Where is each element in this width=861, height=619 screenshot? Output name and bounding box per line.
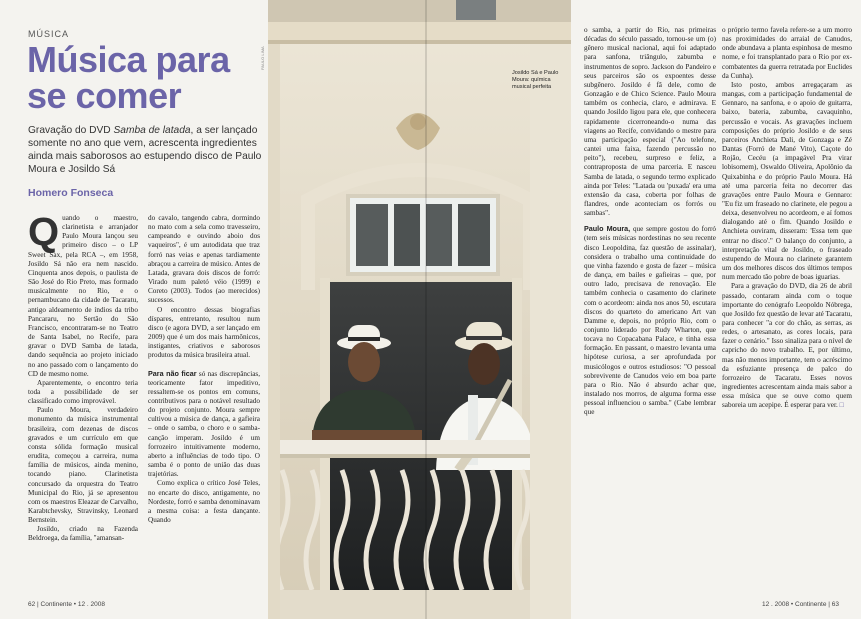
article-title xyxy=(27,39,267,116)
left-page xyxy=(0,0,268,619)
subhead: Paulo Moura, xyxy=(584,224,631,234)
subhead-text: que sempre gostou do forró (tem seis músicas nordestinas no seu recente disco Leopoldina, faz questão de assinalar), considera o trabalho uma continuidade do que vinha fazendo e gosta de fazer – música de dança, em bailes e gafieiras – que, por outro lado, precisava de renovação. Ele também conhecia o casamento do clarinete com o acordeom: ainda nos anos 50, escutara discos do quarteto do americano Art van Damme e, depois, no próprio Rio, com o conjunto liderado por Rudy Wharton, que tocava no Copacabana Palace, e tinha essa formação. En passant, o maestro levanta uma hipótese curiosa, a ser aprofundada por musicólogos e outros estudiosos: "O pessoal sobrevivente de Canudos veio em boa parte para o Rio. Não é absurdo achar que, instalado nos morros, de alguma forma esse pessoal influenciou o samba." (Cabe lembrar que xyxy=(584,225,716,417)
paragraph: Josildo, criado na Fazenda Beldroega, da família, "amansan- xyxy=(28,525,138,543)
paragraph: do cavalo, tangendo cabra, dormindo no mato com a sela como travesseiro, campeando e ouvindo aboio dos vaqueiros", é um autodidata que traz forró nas veias e apenas tardiamente abraçou a carreira de músico. Antes de Latada, gravara dois discos de forró: Virado num paletó véio (1999) e Coreto (2003). Todos (ao merecidos) sucessos. xyxy=(148,214,260,305)
subhead: Para não ficar xyxy=(148,368,197,378)
subhead-paragraph xyxy=(584,224,716,417)
photo-credit: PAULO LIMA xyxy=(260,46,265,70)
title-line-2: se comer xyxy=(27,75,182,116)
article-photo xyxy=(268,0,571,619)
paragraph xyxy=(722,282,852,410)
left-page-footer: 62 | Continente • 12 . 2008 xyxy=(28,601,105,608)
paragraph: o próprio termo favela refere-se a um morro nas proximidades do arraial de Canudos, onde abundava a planta espinhosa de mesmo nome, e foi transplantado para o Rio por ex-combatentes da guerra retratada por Euclides da Cunha). xyxy=(722,26,852,80)
section-label: MÚSICA xyxy=(28,29,70,39)
text-column-3 xyxy=(584,26,716,598)
paragraph: Aparentemente, o encontro teria toda a possibilidade de ser classificado como improvável. xyxy=(28,378,138,406)
author-byline: Homero Fonseca xyxy=(28,187,114,199)
paragraph-text: Para a gravação do DVD, dia 26 de abril passado, contaram ainda com o toque importante do cenógrafo Leopoldo Nóbrega, que Josildo fez questão de levar até Tacaratu, para conhecer "a cor do chão, as serras, as redes, o artesanato, as cores locais, para fazer o cenário." Isso sinaliza para o nível de capricho do novo trabalho. E, por último, mas não menos importante, tem o acréscimo da esfuziante presença de palco do forrozeiro de Tacaratu. Esses novos ingredientes acrescentam ainda mais sabor a essa música que se ouve como quem saboreia um acepipe. É esperar para ver. xyxy=(722,282,852,410)
photo-illustration xyxy=(268,0,571,619)
paragraph: uando o maestro, clarinetista e arranjador Paulo Moura lançou seu primeiro disco – o LP Sweet Sax, pela RCA –, em 1958, Josildo Sá não era nem nascido. Cinquenta anos depois, o paulista de São José do Rio Preto, mas formado musicalmente no Rio, e o pernambucano da cidade de Tacaratu, antigo aldeamento de índios da tribo Pancararu, no Sertão do São Francisco, encontraram-se no Teatro de Santa Isabel, no Recife, para gravar o DVD Samba de latada, dando sequência ao projeto iniciado no ano passado com o lançamento do CD de mesmo nome. xyxy=(28,214,138,378)
text-column-2 xyxy=(148,214,260,590)
lead-text-1: Gravação do DVD xyxy=(28,125,114,136)
photo-caption: Josildo Sá e Paulo Moura: química musical perfeita xyxy=(512,70,559,90)
paragraph: Isto posto, ambos arregaçaram as mangas, com a participação fundamental de Gennaro, na sanfona, e o apoio de guitarra, baixo, bateria, zabumba, cavaquinho, percussão e vocais. As gravações incluem composições do próprio Josildo e de seus parceiros Anchieta Dali, de Gonzaga e Zé Dantas (Forró de Mané Vito), Caçote do Rojão, Cecéu (a impagável Pra virar lobisomem), Oswaldo Oliveira, Apolônio da Quixabinha e do próprio Paulo Moura. Há até uma parceria feita no decorrer das gravações entre Paulo Moura e Gennaro: "Eu fiz um fraseado no clarinete, ele pegou a deixa, desenvolveu no acordeom, e aí fomos dialogando até o fim. Quando Josildo e Anchieta ouviram, disseram: 'Essa tem que entrar no disco'." O balanço do conjunto, a interpretação vital de Josildo, o fraseado estupendo de Moura no clarinete garantem um dos melhores discos dos últimos tempos num mercado tão pobre de boas iguarias. xyxy=(722,80,852,282)
paragraph: O encontro dessas biografias díspares, entretanto, resultou num disco (e agora DVD, a ser lançado em 2009) que é um dos mais harmônicos, instigantes, criativos e saborosos produtos da música brasileira atual. xyxy=(148,305,260,360)
text-column-1 xyxy=(28,210,138,590)
paragraph: Paulo Moura, verdadeiro monumento da música instrumental brasileira, com dezenas de discos gravados e um currículo em que consta sólida formação musical erudita, começou a carreira, numa família de músicos, ainda menino, tocando piano. Clarinetista concursado da orquestra do Teatro Municipal do Rio, já se apresentou com os maestros Eleazar de Carvalho, Karabtchevsky, Stravinsky, Leonard Bernstein. xyxy=(28,406,138,525)
right-page-footer: 12 . 2008 • Continente | 63 xyxy=(762,601,839,608)
paragraph: Como explica o crítico José Teles, no encarte do disco, antigamente, no Nordeste, forró e samba denominavam a mesma coisa: a festa dançante. Quando xyxy=(148,479,260,524)
lead-text-2: , a ser lançado somente no ano que vem, acrescenta ingredientes ainda mais saborosos ao estupendo disco de Paulo Moura e Josildo Sá xyxy=(28,125,262,175)
lead-italic: Samba de latada xyxy=(113,125,191,136)
title-line-1: Música para xyxy=(27,39,230,80)
subhead-paragraph xyxy=(148,369,260,480)
spread-gutter xyxy=(425,0,427,619)
article-lead xyxy=(28,124,262,176)
text-column-4 xyxy=(722,26,852,598)
subhead-text: só nas discrepâncias, teoricamente fator impeditivo, ressaltem-se os pontos em comuns, contributivos para o notável resultado do projeto conjunto. Moura sempre cultivou a música de dança, a gafieira – onde o samba, o choro e o samba-canção imperam. Josildo é um forrozeiro intuitivamente moderno, aberto a influências de todo tipo. O samba é o ponto de união das duas trajetórias. xyxy=(148,369,260,479)
end-mark-icon: □ xyxy=(839,401,844,410)
drop-cap: Q xyxy=(28,210,60,254)
paragraph: o samba, a partir do Rio, nas primeiras décadas do século passado, tornou-se um (o) gênero musical nacional, aqui foi adaptado para sanfona, triângulo, zabumba e instrumentos de sopro. Jackson do Pandeiro e seus parceiros são os expoentes desse subgênero. Josildo é fã dele, como de Gonzagão e de Chico Science. Paulo Moura também os conhecia, claro, e admirava. E quando Josildo ligou para ele, que conhecera rapidamente cicerroneando-o numa das viagens ao Recife, convidando o mestre para uma participação especial ("Ao telefone, cantei uma faixa, fazendo percussão no peito"), recebeu, surpreso e feliz, a contraproposta de uma parceria. E nasceu Samba de latada, o segundo termo explicado ainda por Teles: "Latada ou 'puxada' era uma extensão da casa, coberta por folhas de flandres, onde aconteciam os forrós ou sambas". xyxy=(584,26,716,218)
